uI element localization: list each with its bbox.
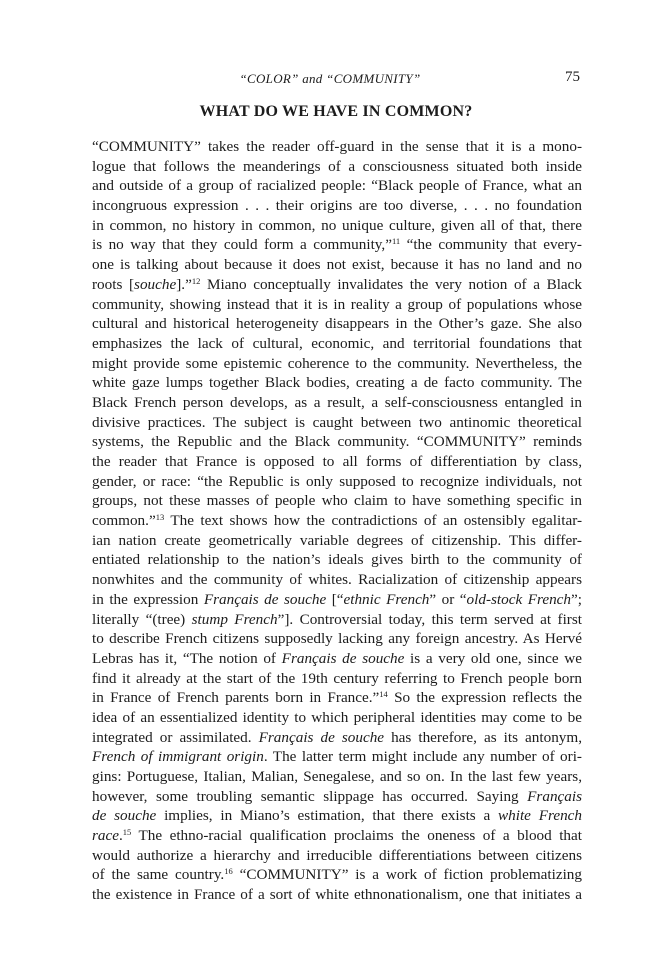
section-heading: WHAT DO WE HAVE IN COMMON? — [199, 103, 473, 120]
body-line: logue that follows the meanderings of a consciousness situated both inside — [92, 157, 582, 175]
body-line: the existence in France of a sort of white ethnonationalism, one that initiates a — [92, 886, 582, 904]
body-line: is no way that they could form a community,”$^{11}$ “the community that every- — [92, 236, 582, 254]
body-line: in common, no history in common, no unique culture, given all of that, there — [92, 216, 582, 234]
body-line: would authorize a hierarchy and irreducible differentiations between citizens — [92, 846, 582, 864]
body-line: “COMMUNITY” takes the reader off-guard in the sense that it is a mono- — [92, 138, 582, 155]
body-line: French of immigrant origin. The latter term might include any number of ori- — [92, 748, 582, 766]
body-line: idea of an essentialized identity to which peripheral identities may come to be — [92, 708, 582, 726]
body-line: the reader that France is opposed to all forms of differentiation by class, — [92, 453, 582, 470]
body-line: ian nation create geometrically variable degrees of citizenship. This differ- — [92, 531, 582, 549]
body-line: divisive practices. The subject is caught between two antinomic theoretical — [92, 413, 582, 431]
body-line: literally “(tree) stump French”]. Controversial today, this term served at first — [92, 610, 582, 628]
body-line: community, showing instead that it is in reality a group of populations whose — [92, 295, 582, 313]
body-line: race.$^{15}$ The ethno-racial qualification proclaims the oneness of a blood that — [92, 827, 582, 845]
page-number: 75 — [565, 69, 580, 85]
body-line: gender, or race: “the Republic is only supposed to recognize individuals, not — [92, 472, 582, 490]
body-line: in France of French parents born in France.”$^{14}$ So the expression reflects the — [92, 689, 582, 707]
body-line: to describe French citizens supposedly lacking any foreign ancestry. As Hervé — [92, 630, 582, 648]
body-line: groups, not these masses of people who claim to have something specific in — [92, 492, 582, 510]
body-line: in the expression Français de souche [“ethnic French” or “old-stock French”; — [92, 590, 582, 608]
running-head — [0, 68, 650, 90]
body-line: Lebras has it, “The notion of Français de souche is a very old one, since we — [92, 649, 582, 667]
body-line: systems, the Republic and the Black community. “COMMUNITY” reminds — [92, 433, 582, 451]
body-line: might provide some epistemic coherence to the community. Nevertheless, the — [92, 354, 582, 372]
body-line: Black French person develops, as a result, a self-consciousness entangled in — [92, 393, 582, 411]
body-line: one is talking about because it does not exist, because it has no land and no — [92, 256, 582, 274]
body-line: find it already at the start of the 19th century referring to French people born — [92, 669, 582, 687]
body-paragraph — [92, 137, 582, 905]
body-line: cultural and historical heterogeneity disappears in the Other’s gaze. She also — [92, 315, 582, 333]
body-line: incongruous expression . . . their origins are too diverse, . . . no foundation — [92, 197, 582, 215]
body-line: white gaze lumps together Black bodies, creating a de facto community. The — [92, 374, 582, 392]
body-line: emphasizes the lack of cultural, economic, and territorial foundations that — [92, 334, 582, 352]
body-line: and outside of a group of racialized people: “Black people of France, what an — [92, 177, 582, 195]
body-line: of the same country.$^{16}$ “COMMUNITY” is a work of fiction problematizing — [92, 866, 582, 884]
body-line: gins: Portuguese, Italian, Malian, Senegalese, and so on. In the last few years, — [92, 768, 582, 785]
body-line: de souche implies, in Miano’s estimation, that there exists a white French — [92, 807, 582, 825]
body-line: integrated or assimilated. Français de souche has therefore, as its antonym, — [92, 728, 582, 746]
body-line: roots [souche].”$^{12}$ Miano conceptually invalidates the very notion of a Black — [92, 275, 582, 293]
body-line: nonwhites and the community of whites. Racialization of citizenship appears — [92, 571, 582, 589]
running-title: “COLOR” and “COMMUNITY” — [239, 71, 421, 86]
body-line: entiated relationship to the nation’s ideals gives birth to the community of — [92, 551, 582, 569]
body-line: common.”$^{13}$ The text shows how the contradictions of an ostensibly egalitar- — [92, 512, 582, 530]
body-line: however, some troubling semantic slippage has occurred. Saying Français — [92, 787, 582, 805]
